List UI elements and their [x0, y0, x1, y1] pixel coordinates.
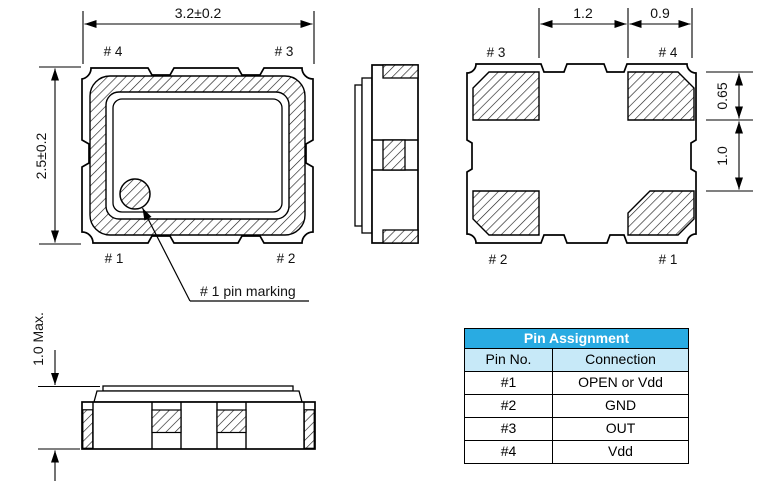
pin-connection-cell: GND — [553, 395, 689, 418]
pin-number-cell: #1 — [465, 372, 553, 395]
side-view-castellation — [383, 140, 405, 170]
front-view-height-label: 1.0 Max. — [30, 312, 46, 366]
front-view-castellation-right — [217, 410, 246, 433]
pin-connection-cell: Vdd — [553, 441, 689, 464]
pin-table-col-pin: Pin No. — [465, 349, 553, 372]
table-row — [465, 395, 689, 418]
side-view-lid-outer — [355, 85, 362, 226]
top-view-pin4-label: # 4 — [103, 44, 123, 59]
front-view-right-edge-pad — [304, 410, 314, 449]
top-view — [33, 5, 314, 301]
pin-table-title: Pin Assignment — [465, 329, 689, 349]
bottom-view-gap-label: 1.2 — [573, 5, 593, 21]
bottom-view-pad2 — [473, 191, 539, 235]
bottom-view-pad-height-label: 0.65 — [714, 82, 730, 110]
top-view-pin3-label: # 3 — [274, 44, 294, 59]
front-view-lid-top — [103, 386, 293, 391]
pin-connection-cell: OPEN or Vdd — [553, 372, 689, 395]
bottom-view-pad4 — [628, 72, 694, 120]
top-view-pin2-label: # 2 — [276, 251, 296, 266]
front-view-body — [82, 402, 315, 449]
front-view — [30, 312, 315, 481]
top-view-width-label: 3.2±0.2 — [174, 5, 222, 21]
pin1-marking-dot — [120, 179, 150, 209]
pin-connection-cell: OUT — [553, 418, 689, 441]
bottom-view-vgap-label: 1.0 — [714, 146, 730, 166]
side-view-lid-inner — [362, 78, 372, 233]
bottom-view-pin1-label: # 1 — [658, 252, 678, 267]
pin-number-cell: #2 — [465, 395, 553, 418]
front-view-left-edge-pad — [83, 410, 93, 449]
pin-table-title-row — [465, 329, 689, 349]
pin-table-col-connection: Connection — [553, 349, 689, 372]
front-view-castellation-left — [152, 410, 181, 433]
top-view-pin1-label: # 1 — [104, 251, 124, 266]
pin-assignment-table — [464, 328, 689, 464]
bottom-view — [467, 5, 753, 267]
pin-number-cell: #3 — [465, 418, 553, 441]
bottom-view-pin3-label: # 3 — [486, 45, 506, 60]
pin1-marking-callout: # 1 pin marking — [200, 283, 296, 299]
bottom-view-pin4-label: # 4 — [658, 45, 678, 60]
side-view — [355, 65, 418, 243]
table-row — [465, 418, 689, 441]
table-row — [465, 441, 689, 464]
bottom-view-pad3 — [473, 72, 539, 120]
front-view-lid-base — [94, 391, 302, 402]
pin-table-header-row — [465, 349, 689, 372]
bottom-view-pad-width-label: 0.9 — [650, 5, 670, 21]
bottom-view-pin2-label: # 2 — [488, 252, 508, 267]
side-view-bottom-pad — [383, 230, 418, 243]
side-view-top-pad — [383, 65, 418, 78]
top-view-height-label: 2.5±0.2 — [33, 132, 49, 180]
table-row — [465, 372, 689, 395]
pin-number-cell: #4 — [465, 441, 553, 464]
